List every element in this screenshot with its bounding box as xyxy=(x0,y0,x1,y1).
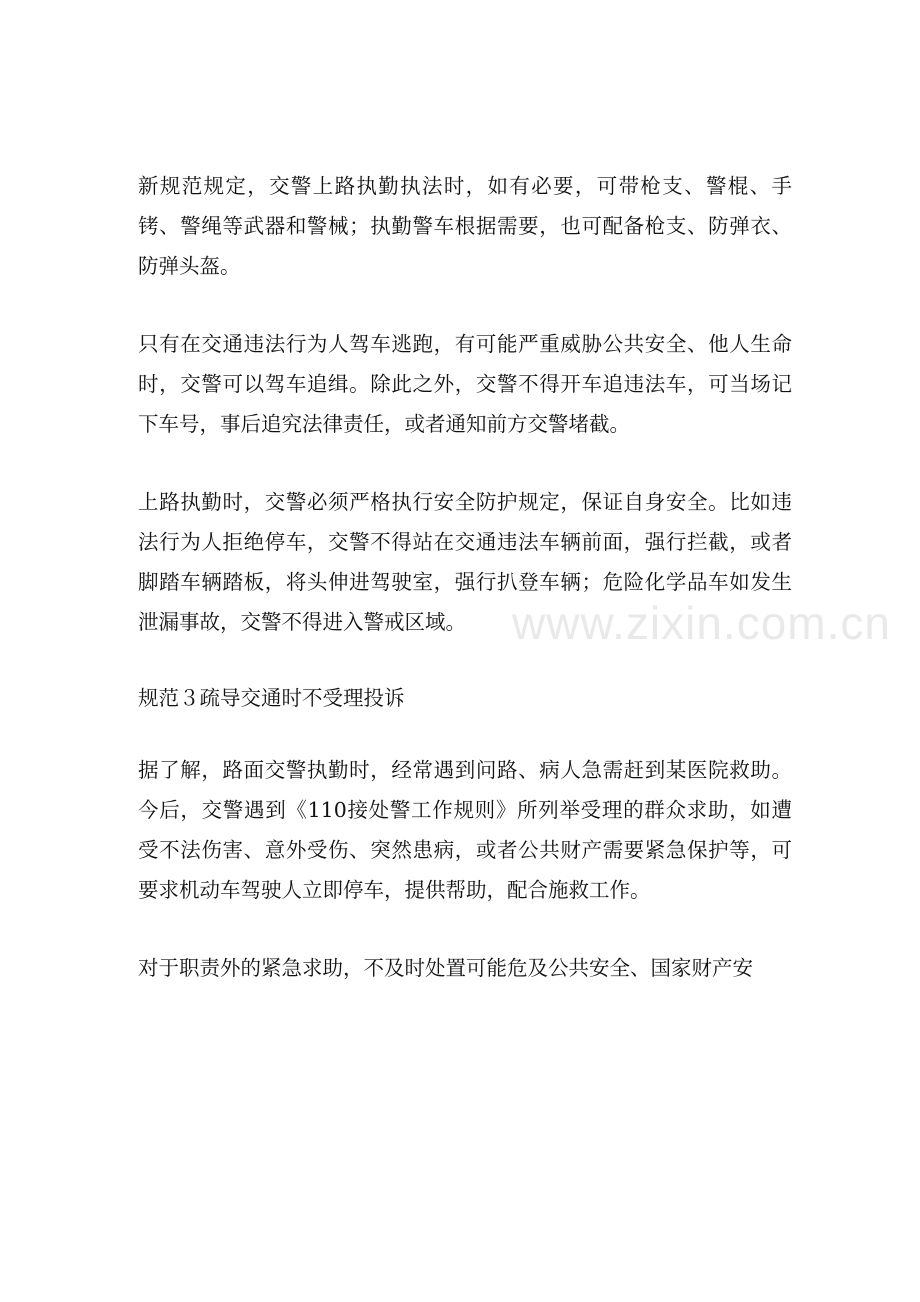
section-heading: 规范３疏导交通时不受理投诉 xyxy=(138,686,405,710)
paragraph-pursuit: 只有在交通违法行为人驾车逃跑，有可能严重威胁公共安全、他人生命时，交警可以驾车追缉。除此之外，交警不得开车追违法车，可当场记下车号，事后追究法律责任，或者通知前方交警堵截。 xyxy=(138,332,792,436)
document-body xyxy=(138,166,792,988)
paragraph-assistance: 据了解，路面交警执勤时，经常遇到问路、病人急需赶到某医院救助。今后，交警遇到《110接处警工作规则》所列举受理的群众求助，如遭受不法伤害、意外受伤、突然患病，或者公共财产需要紧急保护等，可要求机动车驾驶人立即停车，提供帮助，配合施救工作。 xyxy=(138,758,792,902)
paragraph-safety: 上路执勤时，交警必须严格执行安全防护规定，保证自身安全。比如违法行为人拒绝停车，交警不得站在交通违法车辆前面，强行拦截，或者脚踏车辆踏板，将头伸进驾驶室，强行扒登车辆；危险化学品车如发生泄漏事故，交警不得进入警戒区域。 xyxy=(138,490,792,634)
paragraph-equipment: 新规范规定，交警上路执勤执法时，如有必要，可带枪支、警棍、手铐、警绳等武器和警械；执勤警车根据需要，也可配备枪支、防弹衣、防弹头盔。 xyxy=(138,174,792,278)
watermark: www.zixin.com.cn xyxy=(512,597,891,649)
paragraph-emergency: 对于职责外的紧急求助，不及时处置可能危及公共安全、国家财产安 xyxy=(138,956,753,980)
